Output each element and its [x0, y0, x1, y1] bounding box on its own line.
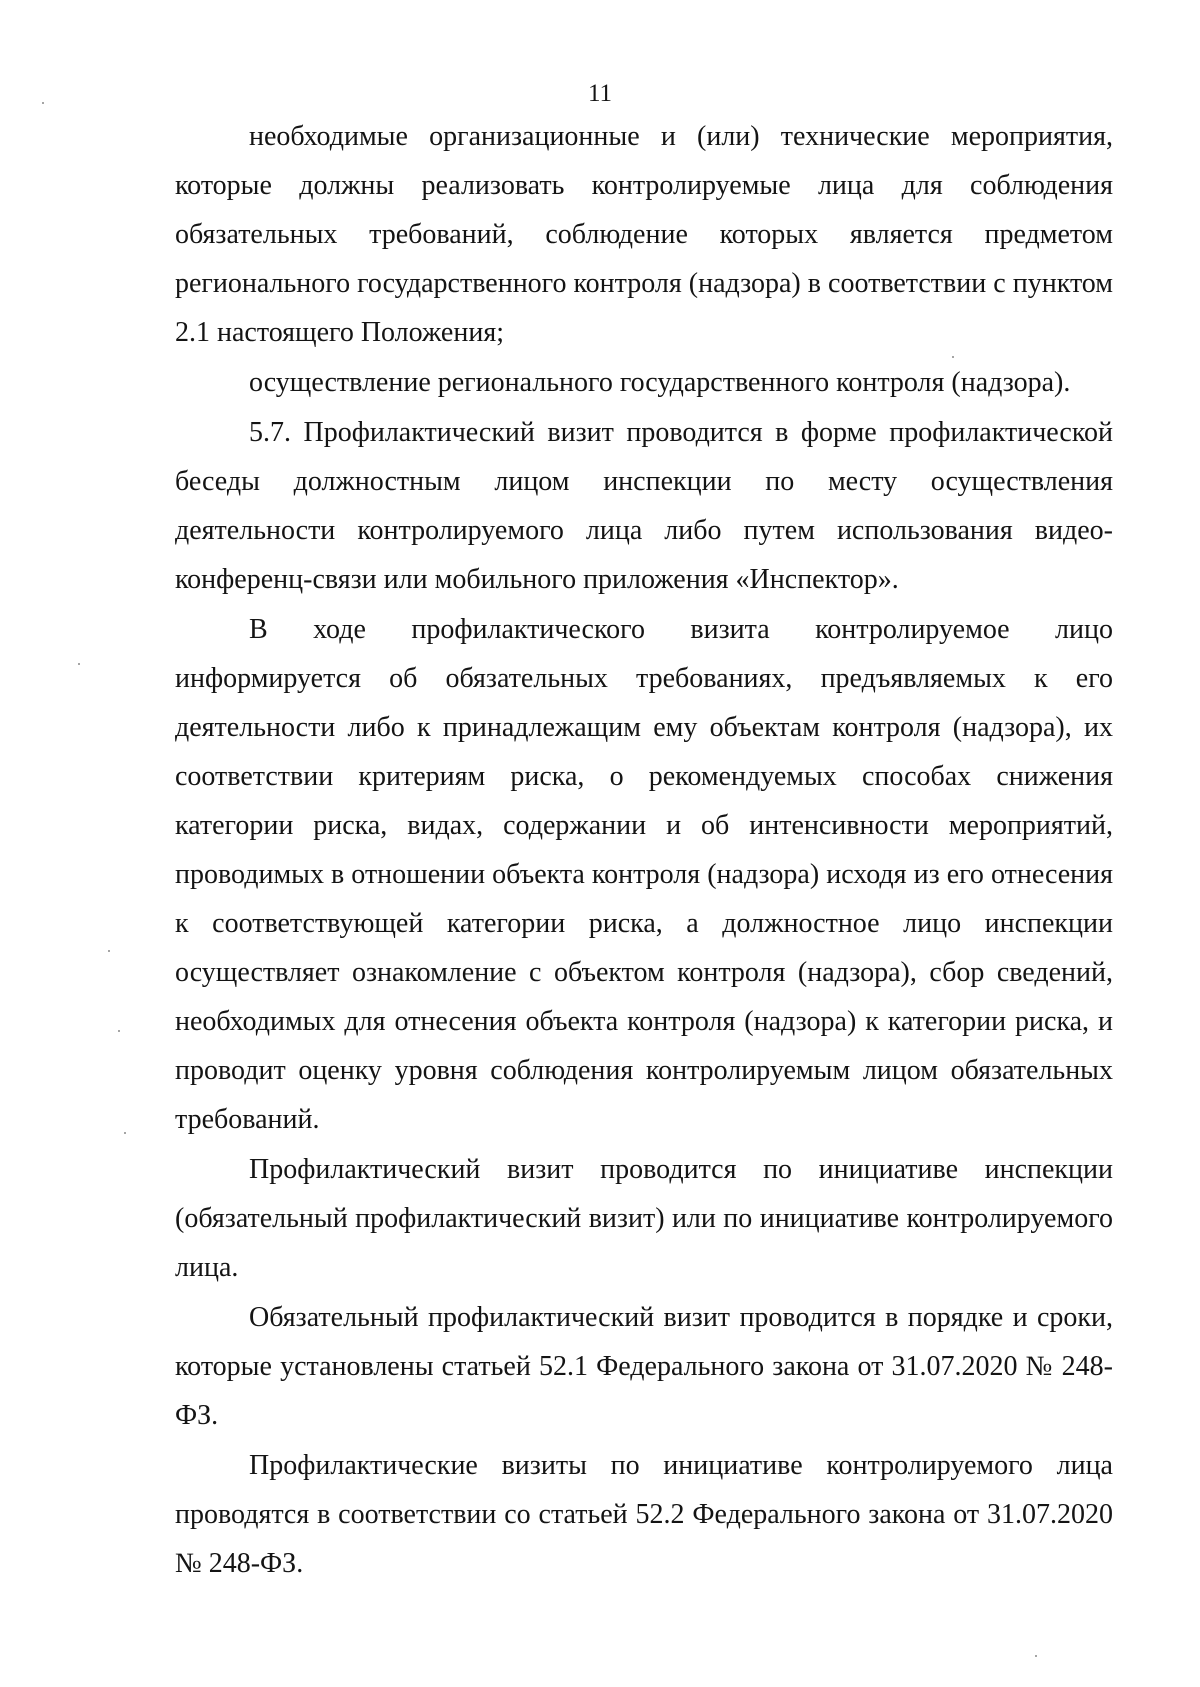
scan-speck: [124, 1132, 126, 1134]
paragraph-mandatory-visit: Обязательный профилактический визит проводится в порядке и сроки, которые установлены статьей 52.1 Федерального закона от 31.07.2020 № 248-ФЗ.: [175, 1302, 1113, 1431]
scan-speck: [1035, 1655, 1037, 1657]
scan-speck: [78, 663, 80, 665]
scan-speck: [108, 950, 110, 952]
paragraph-visit-initiative: Профилактический визит проводится по инициативе инспекции (обязательный профилактический визит) или по инициативе контролируемого лица.: [175, 1154, 1113, 1283]
document-body: [175, 112, 1113, 1588]
scan-speck: [118, 1030, 120, 1032]
paragraph-regional-control: осуществление регионального государственного контроля (надзора).: [249, 367, 1071, 398]
paragraph-visits-by-request: Профилактические визиты по инициативе контролируемого лица проводятся в соответствии со статьей 52.2 Федерального закона от 31.07.2020 № 248-ФЗ.: [175, 1450, 1113, 1579]
scan-speck: [42, 102, 44, 104]
scan-speck: [952, 356, 954, 358]
paragraph-measures-continued: необходимые организационные и (или) технические мероприятия, которые должны реализовать контролируемые лица для соблюдения обязательных требований, соблюдение которых является предметом регионального государственного контроля (надзора) в соответствии с пунктом 2.1 настоящего Положения;: [175, 121, 1113, 348]
paragraph-visit-informing: В ходе профилактического визита контролируемое лицо информируется об обязательных требованиях, предъявляемых к его деятельности либо к принадлежащим ему объектам контроля (надзора), их соответствии критериям риска, о рекомендуемых способах снижения категории риска, видах, содержании и об интенсивности мероприятий, проводимых в отношении объекта контроля (надзора) исходя из его отнесения к соответствующей категории риска, а должностное лицо инспекции осуществляет ознакомление с объектом контроля (надзора), сбор сведений, необходимых для отнесения объекта контроля (надзора) к категории риска, и проводит оценку уровня соблюдения контролируемым лицом обязательных требований.: [175, 614, 1113, 1135]
paragraph-5-7-visit-form: 5.7. Профилактический визит проводится в форме профилактической беседы должностным лицом инспекции по месту осуществления деятельности контролируемого лица либо путем использования видео-конференц-связи или мобильного приложения «Инспектор».: [175, 417, 1113, 595]
page-number: 11: [587, 80, 613, 107]
